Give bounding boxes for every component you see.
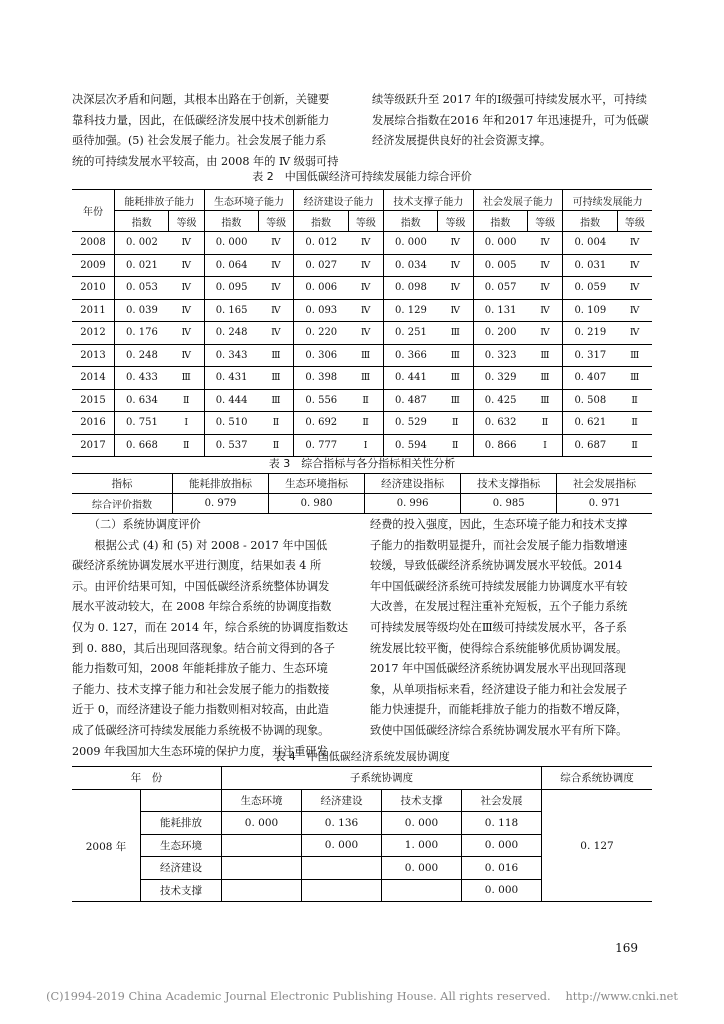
table4-header-row [72,767,652,790]
grade-cell: Ⅲ [438,367,473,390]
text-line: 续等级跃升至 2017 年的Ⅰ级强可持续发展水平，可持续 [372,93,647,106]
index-cell: 0. 329 [473,367,527,390]
table4-row-label: 生态环境 [141,834,222,857]
table3 [72,473,652,514]
grade-cell: Ⅳ [528,232,563,255]
index-cell: 0. 000 [204,232,258,255]
grade-cell: Ⅳ [348,277,383,300]
index-cell: 0. 021 [115,254,169,277]
grade-cell: Ⅳ [617,254,652,277]
index-cell: 0. 529 [384,412,438,435]
table3-row [72,494,652,514]
table4-cell: 0. 000 [462,834,542,857]
text-line: 到 0. 880，其后出现回落现象。结合前文得到的各子 [72,641,335,655]
table4-sub-header: 子系统协调度 [222,767,542,790]
index-cell: 0. 005 [473,254,527,277]
table3-caption: 表 3 综合指标与各分指标相关性分析 [268,457,456,470]
index-cell: 0. 064 [204,254,258,277]
index-cell: 0. 006 [294,277,348,300]
grade-cell: Ⅱ [617,389,652,412]
text-line: 能力快速提升，而能耗排放子能力的指数不增反降， [370,703,628,717]
table2-body [72,232,652,457]
grade-cell: Ⅳ [348,232,383,255]
grade-header: 等级 [617,211,652,232]
grade-cell: Ⅲ [528,344,563,367]
table4-body [72,812,652,902]
table2-sub-header [72,211,652,232]
index-cell: 0. 000 [473,232,527,255]
grade-header: 等级 [438,211,473,232]
index-cell: 0. 109 [563,299,617,322]
index-cell: 0. 343 [204,344,258,367]
index-cell: 0. 031 [563,254,617,277]
copyright-footer: (C)1994-2019 China Academic Journal Electronic Publishing House. All rights reserved. http://www.cnki.net [46,990,678,1003]
table2-year-cell: 2012 [72,322,115,345]
table2-row [72,299,652,322]
index-cell: 0. 508 [563,389,617,412]
index-cell: 0. 248 [204,322,258,345]
grade-cell: Ⅳ [348,299,383,322]
grade-cell: Ⅳ [528,277,563,300]
table4-year-label: 2008 年 [72,802,141,892]
table4-cell [222,857,302,880]
grade-cell: Ⅲ [528,367,563,390]
table2-year-cell: 2009 [72,254,115,277]
table2-year-header: 年份 [72,190,115,232]
index-cell: 0. 095 [204,277,258,300]
table2-row [72,232,652,255]
grade-cell: Ⅱ [169,434,204,457]
grade-cell: Ⅳ [348,322,383,345]
grade-cell: Ⅳ [169,277,204,300]
grade-cell: Ⅲ [438,322,473,345]
index-cell: 0. 441 [384,367,438,390]
table3-header-cell: 技术支撑指标 [461,474,557,494]
index-cell: 0. 176 [115,322,169,345]
table2-group-header-cell: 生态环境子能力 [204,190,294,211]
text-line: 根据公式 (4) 和 (5) 对 2008 - 2017 年中国低 [94,538,328,552]
text-line: 致使中国低碳经济综合系统协调发展水平有所下降。 [370,723,628,737]
table4-row [72,812,652,835]
table2-year-cell: 2013 [72,344,115,367]
grade-cell: Ⅳ [259,232,294,255]
index-cell: 0. 034 [384,254,438,277]
table4-cell: 0. 000 [222,812,302,835]
table2-year-cell: 2016 [72,412,115,435]
table4-cell [222,834,302,857]
index-cell: 0. 537 [215,439,248,451]
text-line: 示。由评价结果可知，中国低碳经济系统整体协调发 [72,579,330,593]
table3-header-cell: 社会发展指标 [557,474,652,494]
table4-year-header: 年 份 [72,767,222,790]
index-cell: 0. 866 [484,439,517,451]
table2-row [72,389,652,412]
text-line: 统的可持续发展水平较高，由 2008 年的 Ⅳ 级弱可持 [72,154,339,168]
grade-cell: Ⅳ [259,322,294,345]
index-cell: 0. 317 [563,344,617,367]
grade-cell: Ⅳ [617,322,652,345]
table4-cell [302,857,382,880]
index-cell: 0. 012 [294,232,348,255]
table3-header-cell: 生态环境指标 [269,474,365,494]
table2-row [72,277,652,300]
grade-header: 等级 [528,211,563,232]
index-cell: 0. 248 [115,344,169,367]
text-line: 可持续发展等级均处在Ⅲ级可持续发展水平，各子系 [370,620,627,634]
grade-header: 等级 [169,211,204,232]
index-cell: 0. 057 [473,277,527,300]
table3-header-cell: 指标 [72,474,173,494]
table2-year-cell: 2015 [72,389,115,412]
table3-cell: 0. 980 [269,494,365,514]
table2-year-cell: 2014 [72,367,115,390]
table2-row [72,434,652,457]
text-line: 2009 年我国加大生态环境的保护力度，并注重研发 [72,744,328,758]
text-line: 经费的投入强度，因此，生态环境子能力和技术支撑 [370,518,628,531]
grade-cell: Ⅳ [169,232,204,255]
text-line: 发展综合指数在2016 年和2017 年迅速提升，可为低碳 [372,113,649,127]
grade-cell: Ⅳ [348,254,383,277]
table3-header-cell: 能耗排放指标 [173,474,269,494]
top-left-text [72,90,364,172]
table2-row [72,367,652,390]
grade-cell: Ⅳ [259,254,294,277]
text-line: 碳经济系统协调发展水平进行测度，结果如表 4 所 [72,559,322,573]
index-cell: 0. 444 [204,389,258,412]
grade-cell: Ⅰ [348,434,383,457]
text-line: 仅为 0. 127，而在 2014 年，综合系统的协调度指数达 [72,620,349,634]
index-cell: 0. 039 [115,299,169,322]
text-line: 经济发展提供良好的社会资源支撑。 [372,134,552,148]
grade-cell: Ⅳ [438,254,473,277]
grade-cell: Ⅲ [528,389,563,412]
grade-cell: Ⅳ [169,322,204,345]
index-header: 指数 [473,211,527,232]
table3-header-cell: 经济建设指标 [365,474,461,494]
section-heading: （二）系统协调度评价 [88,518,201,531]
text-line: 统发展比较平衡，使得综合系统能够优质协调发展。 [370,641,628,655]
table2-row [72,254,652,277]
table4-row-label: 技术支撑 [141,879,222,902]
grade-cell: Ⅲ [259,367,294,390]
text-line: 子能力、技术支撑子能力和社会发展子能力的指数接 [72,682,330,696]
table4-empty-cell [141,789,222,812]
table4-col-header: 生态环境 [222,789,302,812]
grade-cell: Ⅰ [169,412,204,435]
grade-cell: Ⅲ [348,344,383,367]
grade-header: 等级 [348,211,383,232]
grade-cell: Ⅳ [438,277,473,300]
text-line: 2017 年中国低碳经济系统协调发展水平出现回落现 [370,662,626,676]
table3-header-row [72,474,652,494]
index-header: 指数 [115,211,169,232]
grade-cell: Ⅳ [169,254,204,277]
grade-cell: Ⅳ [617,299,652,322]
grade-cell: Ⅲ [259,344,294,367]
grade-cell: Ⅳ [169,344,204,367]
table4-col-header: 经济建设 [302,789,382,812]
top-right-text [372,90,656,152]
text-line: 成了低碳经济可持续发展能力系统极不协调的现象。 [72,723,330,737]
table4-cell: 0. 000 [302,834,382,857]
table4-col-header: 社会发展 [462,789,542,812]
index-cell: 0. 027 [294,254,348,277]
index-cell: 0. 594 [395,439,427,451]
index-cell: 0. 004 [563,232,617,255]
index-cell: 0. 366 [384,344,438,367]
table4-row-label: 能耗排放 [141,812,222,835]
table3-cell: 0. 971 [588,498,621,509]
index-header: 指数 [294,211,348,232]
text-line: 子能力的指数明显提升，而社会发展子能力指数增速 [370,538,628,552]
index-header: 指数 [563,211,617,232]
table2-group-header-cell: 可持续发展能力 [563,190,652,211]
table4-cell [222,879,302,902]
grade-cell: Ⅱ [438,434,473,457]
table2-group-header-cell: 社会发展子能力 [473,190,563,211]
index-cell: 0. 219 [563,322,617,345]
index-cell: 0. 621 [563,412,617,435]
text-line: 较缓，导致低碳经济系统协调发展水平较低。2014 [370,559,623,573]
grade-cell: Ⅲ [438,389,473,412]
table4-composite-value: 0. 127 [542,802,653,892]
grade-cell: Ⅱ [348,412,383,435]
table2-group-header [72,190,652,211]
grade-cell: Ⅱ [617,412,652,435]
index-cell: 0. 751 [115,412,169,435]
grade-cell: Ⅳ [617,277,652,300]
text-line: 近于 0，而经济建设子能力指数则相对较高，由此造 [72,703,329,717]
table3-cell: 综合评价指数 [72,494,173,514]
grade-header: 等级 [259,211,294,232]
grade-cell: Ⅱ [528,412,563,435]
table2-year-cell: 2008 [72,232,115,255]
table4-cell: 0. 136 [302,812,382,835]
grade-cell: Ⅳ [438,232,473,255]
page-number: 169 [615,941,638,955]
table2-year-cell: 2011 [72,299,115,322]
text-line: 象，从单项指标来看，经济建设子能力和社会发展子 [370,682,628,696]
table4-cell: 0. 118 [462,812,542,835]
text-line: 决深层次矛盾和问题，其根本出路在于创新，关键要 [72,93,330,106]
section-body-left [72,515,362,762]
index-cell: 0. 165 [204,299,258,322]
grade-cell: Ⅲ [617,344,652,367]
table4 [72,766,652,902]
index-cell: 0. 131 [473,299,527,322]
table3-cell: 0. 996 [365,494,461,514]
index-cell: 0. 220 [294,322,348,345]
index-cell: 0. 098 [384,277,438,300]
table2-caption: 表 2 中国低碳经济可持续发展能力综合评价 [252,170,472,183]
index-header: 指数 [384,211,438,232]
table2-year-cell: 2017 [72,434,115,457]
index-cell: 0. 510 [204,412,258,435]
index-cell: 0. 692 [294,412,348,435]
table3-cell: 0. 979 [173,494,269,514]
grade-cell: Ⅲ [438,344,473,367]
table2-year-cell: 2010 [72,277,115,300]
index-cell: 0. 323 [473,344,527,367]
text-line: 展水平波动较大，在 2008 年综合系统的协调度指数 [72,600,332,614]
index-cell: 0. 251 [384,322,438,345]
grade-cell: Ⅳ [438,299,473,322]
index-cell: 0. 433 [115,367,169,390]
text-line: 亟待加强。(5) 社会发展子能力。社会发展子能力系 [72,134,327,148]
grade-cell: Ⅳ [528,299,563,322]
index-cell: 0. 487 [384,389,438,412]
index-cell: 0. 687 [574,439,607,451]
grade-cell: Ⅲ [259,389,294,412]
table4-cell [302,879,382,902]
table2-group-header-cell: 能耗排放子能力 [115,190,205,211]
grade-cell: Ⅰ [528,434,563,457]
text-line: 靠科技力量，因此，在低碳经济发展中技术创新能力 [72,113,330,127]
table4-col-header: 技术支撑 [382,789,462,812]
grade-cell: Ⅱ [259,434,294,457]
index-cell: 0. 129 [384,299,438,322]
table2-row [72,412,652,435]
table3-cell: 0. 985 [461,494,557,514]
text-line: 能力指数可知，2008 年能耗排放子能力、生态环境 [72,662,328,676]
table2 [72,189,652,457]
grade-cell: Ⅳ [617,232,652,255]
index-cell: 0. 306 [294,344,348,367]
table2-row [72,344,652,367]
index-header: 指数 [204,211,258,232]
grade-cell: Ⅳ [169,299,204,322]
table2-group-header-cell: 技术支撑子能力 [384,190,474,211]
table4-cell: 0. 000 [382,857,462,880]
table4-composite-header: 综合系统协调度 [542,767,653,790]
section-body-right [370,515,656,742]
table4-cell: 0. 016 [462,857,542,880]
table4-caption: 表 4 中国低碳经济系统发展协调度 [274,750,450,763]
text-line: 年中国低碳经济系统可持续发展能力协调度水平有较 [370,579,628,593]
grade-cell: Ⅱ [438,412,473,435]
grade-cell: Ⅱ [169,389,204,412]
index-cell: 0. 556 [294,389,348,412]
grade-cell: Ⅳ [528,322,563,345]
index-cell: 0. 000 [384,232,438,255]
index-cell: 0. 200 [473,322,527,345]
grade-cell: Ⅱ [259,412,294,435]
table2-row [72,322,652,345]
index-cell: 0. 407 [563,367,617,390]
index-cell: 0. 059 [563,277,617,300]
text-line: 大改善，在发展过程注重补充短板，五个子能力系统 [370,600,628,614]
table2-group-header-cell: 经济建设子能力 [294,190,384,211]
table4-cell: 1. 000 [382,834,462,857]
grade-cell: Ⅲ [348,367,383,390]
grade-cell: Ⅳ [259,299,294,322]
index-cell: 0. 398 [294,367,348,390]
table4-cell: 0. 000 [462,879,542,902]
index-cell: 0. 093 [294,299,348,322]
index-cell: 0. 634 [115,389,169,412]
grade-cell: Ⅲ [169,367,204,390]
index-cell: 0. 668 [126,439,158,451]
table4-cell: 0. 000 [382,812,462,835]
grade-cell: Ⅱ [348,389,383,412]
index-cell: 0. 002 [115,232,169,255]
grade-cell: Ⅱ [631,439,638,451]
grade-cell: Ⅳ [528,254,563,277]
index-cell: 0. 431 [204,367,258,390]
table4-row-label: 经济建设 [141,857,222,880]
index-cell: 0. 053 [115,277,169,300]
table4-cell [382,879,462,902]
grade-cell: Ⅳ [259,277,294,300]
index-cell: 0. 425 [473,389,527,412]
index-cell: 0. 777 [305,439,338,451]
index-cell: 0. 632 [473,412,527,435]
grade-cell: Ⅲ [617,367,652,390]
